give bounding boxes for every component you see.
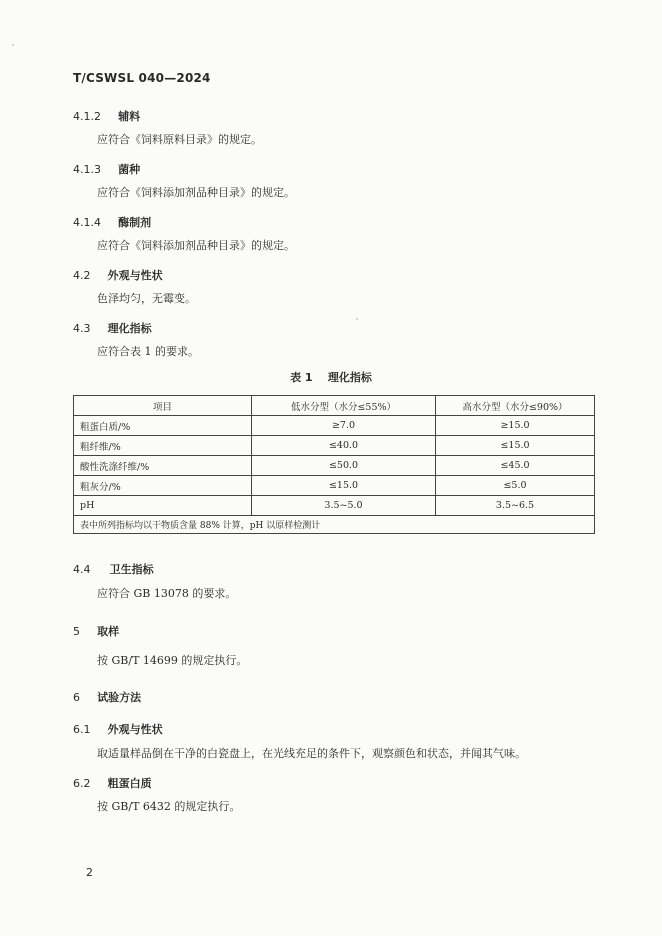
section-body: 应符合《饲料添加剂品种目录》的规定。 [97,239,295,252]
section-number: 4.3 [73,322,91,335]
table-header-row [74,396,595,416]
section-body: 应符合《饲料原料目录》的规定。 [97,133,262,146]
section-number: 4.2 [73,269,91,282]
section-heading [73,558,154,577]
section-body: 按 GB/T 14699 的规定执行。 [97,654,248,667]
table-cell: ≥7.0 [252,416,436,436]
section-body: 取适量样品倒在干净的白瓷盘上，在光线充足的条件下，观察颜色和状态，并闻其气味。 [97,747,526,760]
section-body: 应符合《饲料添加剂品种目录》的规定。 [97,186,295,199]
section-title: 外观与性状 [107,723,163,736]
table-cell: 3.5~5.0 [252,496,436,516]
column-header: 高水分型（水分≤90%） [436,396,595,416]
standard-id: T/CSWSL 040—2024 [73,71,211,85]
section-heading [73,317,152,336]
page-number: 2 [86,866,93,879]
section-heading [73,620,119,639]
section-number: 5 [73,625,80,638]
section-number: 6.1 [73,723,91,736]
section-number: 4.1.2 [73,110,101,123]
table-cell: 粗纤维/% [74,436,252,456]
section-body: 按 GB/T 6432 的规定执行。 [97,800,241,813]
table-cell: 粗蛋白质/% [74,416,252,436]
scan-speck [12,44,14,46]
table-cell: ≤45.0 [436,456,595,476]
section-heading [73,772,152,791]
section-title: 粗蛋白质 [107,777,152,790]
table-cell: ≥15.0 [436,416,595,436]
column-header: 项目 [74,396,252,416]
section-title: 取样 [97,625,120,638]
section-title: 理化指标 [107,322,152,335]
scan-speck [356,318,358,320]
table-cell: 酸性洗涤纤维/% [74,456,252,476]
spec-table [73,395,595,534]
section-number: 4.1.3 [73,163,101,176]
table-caption: 表 1 理化指标 [290,371,372,384]
table-cell: ≤40.0 [252,436,436,456]
section-title: 试验方法 [97,691,142,704]
section-title: 菌种 [118,163,141,176]
section-heading [73,264,163,283]
section-heading [73,718,163,737]
section-body: 应符合表 1 的要求。 [97,345,199,358]
table-cell: ≤50.0 [252,456,436,476]
column-header: 低水分型（水分≤55%） [252,396,436,416]
section-title: 外观与性状 [107,269,163,282]
section-heading [73,105,140,124]
section-number: 6 [73,691,80,704]
section-title: 酶制剂 [118,216,152,229]
section-heading [73,211,151,230]
table-row [74,436,595,456]
section-body: 色泽均匀，无霉变。 [97,292,196,305]
table-cell: ≤5.0 [436,476,595,496]
table-row [74,496,595,516]
table-cell: 3.5~6.5 [436,496,595,516]
table-row [74,456,595,476]
table-cell: 粗灰分/% [74,476,252,496]
section-title: 卫生指标 [109,563,154,576]
section-heading [73,686,141,705]
section-number: 6.2 [73,777,91,790]
table-cell: ≤15.0 [252,476,436,496]
section-number: 4.1.4 [73,216,101,229]
table-cell: ≤15.0 [436,436,595,456]
section-body: 应符合 GB 13078 的要求。 [97,587,237,600]
section-heading [73,158,140,177]
table-note: 表中所列指标均以干物质含量 88% 计算，pH 以原样检测计 [74,516,595,534]
table-row [74,416,595,436]
table-cell: pH [74,496,252,516]
section-title: 辅料 [118,110,141,123]
table-row [74,476,595,496]
table-note-row [74,516,595,534]
section-number: 4.4 [73,563,91,576]
